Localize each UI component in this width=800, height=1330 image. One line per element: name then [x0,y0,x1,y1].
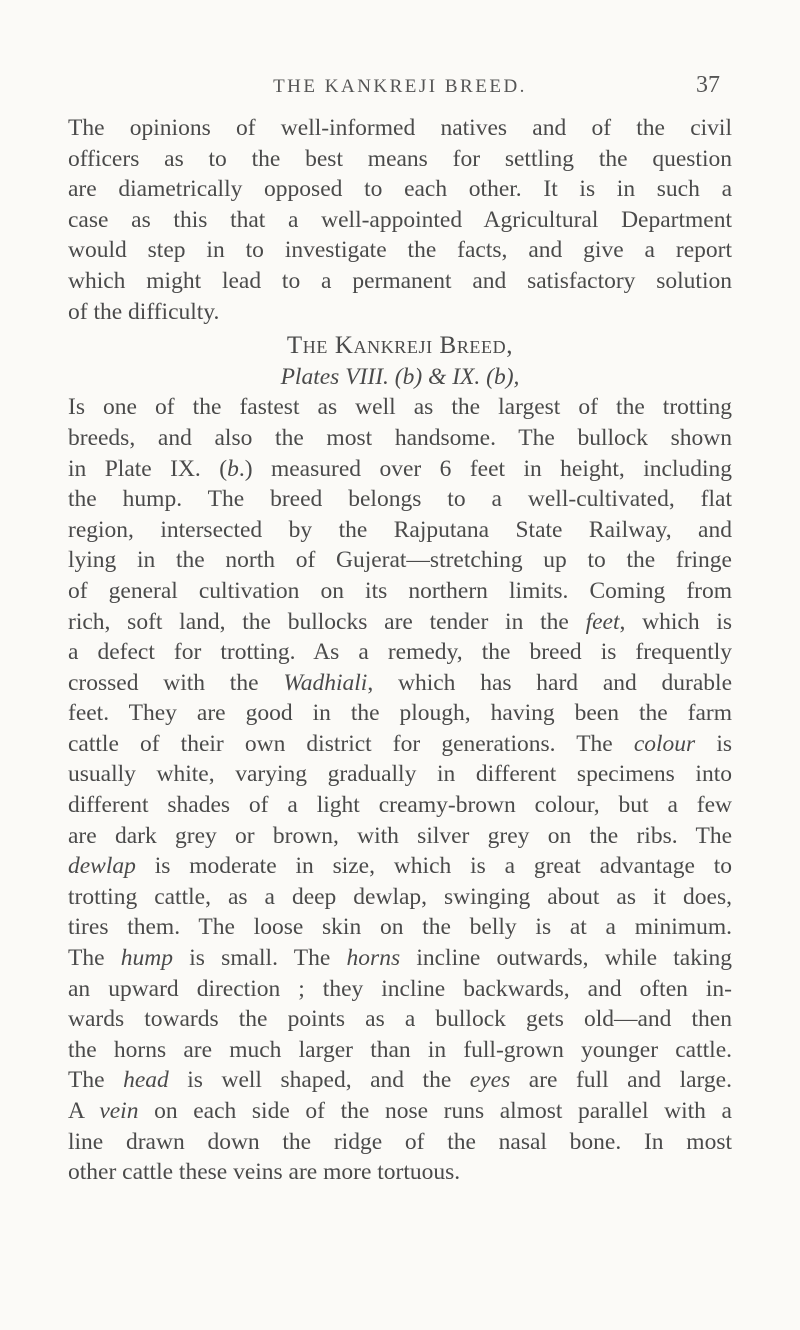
text-line [68,1065,732,1096]
text-run: rich, soft land, the bullocks are tender in the [68,608,586,635]
text-line: a defect for trotting. As a remedy, the breed is frequently [68,639,732,666]
section-heading: The Kankreji Breed, [286,332,514,360]
text-run: are full and large. [510,1067,732,1094]
text-line: tires them. The loose skin on the belly is at a minimum. [68,914,732,941]
text-line [68,943,732,974]
text-run: is well shaped, and the [168,1067,470,1094]
italic-term: feet [585,608,620,635]
text-line: wards towards the points as a bullock gets old—and then [68,1006,732,1033]
text-line: would step in to investigate the facts, and give a report [68,237,732,264]
page-number: 37 [696,72,720,98]
text-run: The [68,1067,124,1094]
italic-term: eyes [469,1067,511,1094]
text-run: on each side of the nose runs almost parallel with a [138,1098,732,1124]
text-line [68,454,732,485]
text-line: officers as to the best means for settling the question [68,145,732,172]
text-line: the hump. The breed belongs to a well-cultivated, flat [68,486,732,513]
text-line: trotting cattle, as a deep dewlap, swinging about as it does, [68,883,732,910]
italic-term: b [227,455,239,482]
italic-term: vein [99,1098,139,1124]
text-line: of the difficulty. [68,298,220,325]
text-line: Is one of the fastest as well as the largest of the trotting [68,394,732,421]
text-line: usually white, varying gradually in different specimens into [68,761,732,788]
text-line: the horns are much larger than in full-grown younger cattle. [68,1036,732,1063]
text-line: The opinions of well-informed natives and of the civil [68,115,732,141]
text-block [68,113,732,1188]
text-line: lying in the north of Gujerat—stretching up to the fringe [68,547,732,574]
text-run: crossed with the [68,669,284,696]
italic-term: horns [346,945,401,972]
text-run: A [68,1098,100,1124]
text-line: feet. They are good in the plough, having been the farm [68,700,732,727]
text-line: of general cultivation on its northern limits. Coming from [68,577,732,604]
text-run: is [695,730,732,757]
running-head: THE KANKREJI BREED. [273,76,527,97]
text-run: in Plate IX. ( [68,455,228,482]
text-line: case as this that a well-appointed Agricultural Department [68,206,732,233]
text-line: which might lead to a permanent and satisfactory solution [68,267,732,294]
text-line: different shades of a light creamy-brown colour, but a few [68,792,732,819]
text-line [68,851,732,882]
text-line [68,607,732,638]
text-run: , which is [619,608,732,635]
plates-reference: Plates VIII. (b) & IX. (b), [280,363,520,390]
text-run: .) measured over 6 feet in height, including [238,455,733,482]
text-run: is small. The [173,945,347,972]
text-line: are dark grey or brown, with silver grey on the ribs. The [68,822,732,849]
text-run: The [68,945,121,972]
italic-term: Wadhiali [283,669,368,696]
italic-term: colour [633,730,696,757]
text-run: , which has hard and durable [367,669,732,696]
text-line [68,668,732,699]
italic-term: head [123,1067,169,1094]
text-line: an upward direction ; they incline backwards, and often in- [68,975,732,1002]
text-line [68,729,732,760]
text-line: line drawn down the ridge of the nasal bone. In most [68,1128,732,1155]
italic-term: hump [120,945,174,972]
text-line: breeds, and also the most handsome. The bullock shown [68,424,732,451]
text-line: other cattle these veins are more tortuous. [68,1159,461,1186]
text-line: are diametrically opposed to each other. It is in such a [68,176,732,203]
text-line: region, intersected by the Rajputana State Railway, and [68,516,732,543]
italic-term: dewlap [68,853,136,880]
text-line [68,1096,732,1127]
text-run: cattle of their own district for generations. The [68,730,634,757]
text-run: is moderate in size, which is a great advantage to [135,853,732,880]
text-run: incline outwards, while taking [400,945,732,972]
